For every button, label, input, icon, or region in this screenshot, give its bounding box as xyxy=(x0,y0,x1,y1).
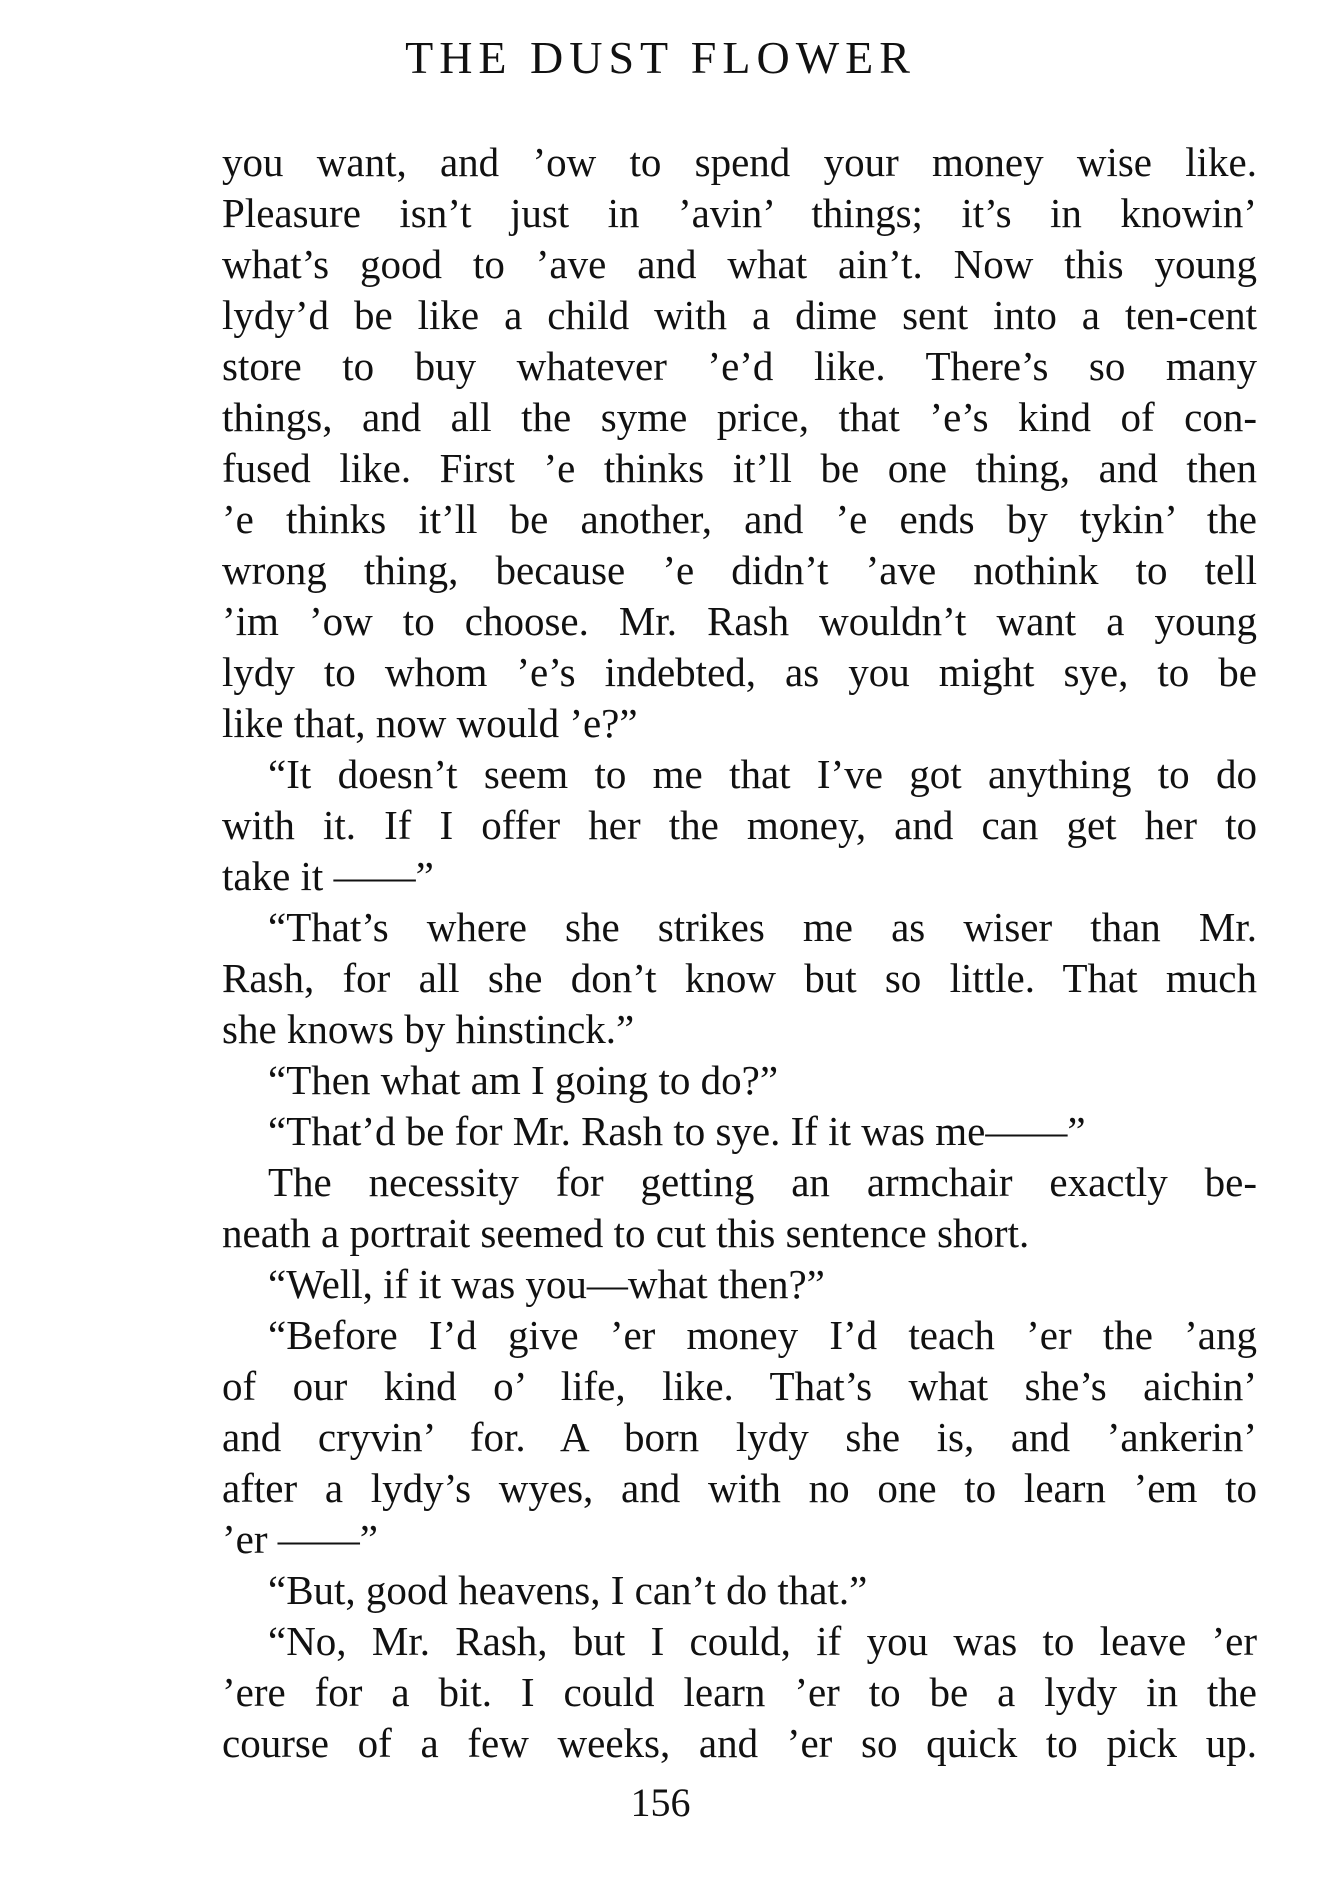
text-line: take it ——” xyxy=(222,853,434,899)
text-line: Rash, for all she don’t know but so little. That much xyxy=(222,955,1257,1001)
text-line: course of a few weeks, and ’er so quick to pick up. xyxy=(222,1720,1257,1766)
text-line: “That’s where she strikes me as wiser than Mr. xyxy=(268,904,1257,950)
text-line: Pleasure isn’t just in ’avin’ things; it’s in knowin’ xyxy=(222,190,1257,236)
text-line: with it. If I offer her the money, and can get her to xyxy=(222,802,1257,848)
text-line: lydy’d be like a child with a dime sent into a ten-cent xyxy=(222,292,1257,338)
text-line: “That’d be for Mr. Rash to sye. If it was me——” xyxy=(268,1108,1086,1154)
text-line: you want, and ’ow to spend your money wise like. xyxy=(222,139,1257,185)
text-line: “No, Mr. Rash, but I could, if you was to leave ’er xyxy=(268,1618,1257,1664)
text-line: what’s good to ’ave and what ain’t. Now this young xyxy=(222,241,1257,287)
text-line: ’im ’ow to choose. Mr. Rash wouldn’t want a young xyxy=(222,598,1257,644)
text-line: and cryvin’ for. A born lydy she is, and ’ankerin’ xyxy=(222,1414,1257,1460)
text-line: “But, good heavens, I can’t do that.” xyxy=(268,1567,868,1613)
text-line: she knows by hinstinck.” xyxy=(222,1006,635,1052)
body-text xyxy=(222,137,1257,1769)
running-head-title: THE DUST FLOWER xyxy=(405,32,916,83)
text-line: wrong thing, because ’e didn’t ’ave nothink to tell xyxy=(222,547,1257,593)
text-line: things, and all the syme price, that ’e’s kind of con- xyxy=(222,394,1257,440)
text-line: neath a portrait seemed to cut this sentence short. xyxy=(222,1210,1030,1256)
text-line: “It doesn’t seem to me that I’ve got anything to do xyxy=(268,751,1257,797)
text-line: like that, now would ’e?” xyxy=(222,700,638,746)
text-line: after a lydy’s wyes, and with no one to learn ’em to xyxy=(222,1465,1257,1511)
text-line: ’ere for a bit. I could learn ’er to be a lydy in the xyxy=(222,1669,1257,1715)
text-line: The necessity for getting an armchair exactly be- xyxy=(268,1159,1257,1205)
text-line: “Then what am I going to do?” xyxy=(268,1057,779,1103)
page-number: 156 xyxy=(630,1780,691,1825)
text-line: of our kind o’ life, like. That’s what she’s aichin’ xyxy=(222,1363,1257,1409)
text-line: ’e thinks it’ll be another, and ’e ends by tykin’ the xyxy=(222,496,1257,542)
text-line: ’er ——” xyxy=(222,1516,378,1562)
text-line: lydy to whom ’e’s indebted, as you might sye, to be xyxy=(222,649,1257,695)
text-line: “Well, if it was you—what then?” xyxy=(268,1261,825,1307)
text-line: store to buy whatever ’e’d like. There’s so many xyxy=(222,343,1257,389)
text-line: “Before I’d give ’er money I’d teach ’er the ’ang xyxy=(268,1312,1257,1358)
text-line: fused like. First ’e thinks it’ll be one thing, and then xyxy=(222,445,1257,491)
